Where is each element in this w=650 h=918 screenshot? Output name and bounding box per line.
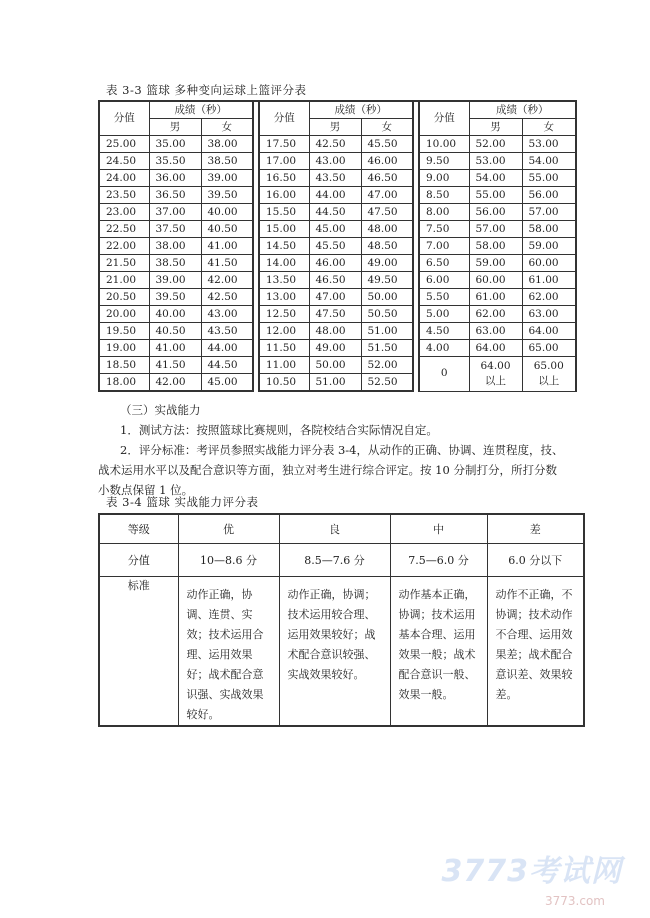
- cell: 40.50: [149, 323, 201, 340]
- cell: 42.00: [201, 272, 253, 289]
- table-row: [99, 187, 576, 204]
- cell: 38.00: [201, 136, 253, 153]
- cell: 44.50: [201, 357, 253, 374]
- cell: 56.00: [469, 204, 522, 221]
- cell: 6.50: [419, 255, 469, 272]
- cell: 14.00: [259, 255, 309, 272]
- table-3-3-caption: 表 3-3 篮球 多种变向运球上篮评分表: [106, 83, 307, 97]
- cell: 42.50: [309, 136, 361, 153]
- cell: 62.00: [469, 306, 522, 323]
- cell: 41.50: [201, 255, 253, 272]
- cell: 9.00: [419, 170, 469, 187]
- cell: 36.50: [149, 187, 201, 204]
- cell-zero-score: 0: [419, 357, 469, 392]
- cell: 25.00: [99, 136, 149, 153]
- cell: 58.00: [469, 238, 522, 255]
- header-score: 分值: [99, 101, 149, 136]
- cell: 24.50: [99, 153, 149, 170]
- cell: 12.50: [259, 306, 309, 323]
- cell: 47.00: [309, 289, 361, 306]
- cell: 53.00: [522, 136, 576, 153]
- table-3-4-caption: 表 3-4 篮球 实战能力评分表: [106, 495, 259, 509]
- header-medium: 中: [390, 514, 487, 544]
- cell: 51.00: [361, 323, 413, 340]
- cell: 17.50: [259, 136, 309, 153]
- cell-line: 64.00: [480, 359, 511, 372]
- table-3-4: [98, 513, 585, 727]
- score-poor: 6.0 分以下: [487, 544, 584, 577]
- cell: 4.00: [419, 340, 469, 357]
- paragraph-test-method: 1．测试方法：按照篮球比赛规则，各院校结合实际情况自定。: [120, 423, 438, 437]
- cell: 43.50: [201, 323, 253, 340]
- cell: 50.00: [361, 289, 413, 306]
- cell: 8.50: [419, 187, 469, 204]
- cell: 39.00: [201, 170, 253, 187]
- cell: 39.50: [149, 289, 201, 306]
- header-score: 分值: [419, 101, 469, 136]
- table-row: [99, 136, 576, 153]
- cell: 16.00: [259, 187, 309, 204]
- cell: 60.00: [522, 255, 576, 272]
- table-row: [99, 272, 576, 289]
- table-row: [99, 170, 576, 187]
- cell: 23.00: [99, 204, 149, 221]
- cell: 12.00: [259, 323, 309, 340]
- score-good: 8.5—7.6 分: [279, 544, 390, 577]
- cell: 10.00: [419, 136, 469, 153]
- watermark-url: 3773.com: [545, 894, 605, 908]
- cell: 40.50: [201, 221, 253, 238]
- cell: 49.00: [361, 255, 413, 272]
- cell: 21.50: [99, 255, 149, 272]
- cell: 56.00: [522, 187, 576, 204]
- cell: 20.50: [99, 289, 149, 306]
- cell: 48.00: [309, 323, 361, 340]
- cell: 50.00: [309, 357, 361, 374]
- table-3-3: [98, 100, 577, 392]
- table-row: [99, 238, 576, 255]
- header-female: 女: [201, 119, 253, 136]
- cell: 59.00: [469, 255, 522, 272]
- cell: 44.00: [309, 187, 361, 204]
- cell: 47.00: [361, 187, 413, 204]
- cell: 64.00: [522, 323, 576, 340]
- cell: 24.00: [99, 170, 149, 187]
- section-heading: （三）实战能力: [120, 403, 201, 417]
- cell-zero-male: [469, 357, 522, 392]
- cell: 37.50: [149, 221, 201, 238]
- header-male: 男: [309, 119, 361, 136]
- cell: 5.00: [419, 306, 469, 323]
- cell: 22.00: [99, 238, 149, 255]
- cell: 13.00: [259, 289, 309, 306]
- cell: 38.00: [149, 238, 201, 255]
- cell: 35.50: [149, 153, 201, 170]
- header-female: 女: [522, 119, 576, 136]
- cell: 4.50: [419, 323, 469, 340]
- cell: 61.00: [469, 289, 522, 306]
- header-result: 成绩（秒）: [149, 101, 253, 119]
- cell: 39.50: [201, 187, 253, 204]
- cell: 53.00: [469, 153, 522, 170]
- cell: 42.50: [201, 289, 253, 306]
- cell: 42.00: [149, 374, 201, 392]
- cell: 60.00: [469, 272, 522, 289]
- cell: 48.00: [361, 221, 413, 238]
- cell: 49.50: [361, 272, 413, 289]
- cell: 20.00: [99, 306, 149, 323]
- cell: 41.50: [149, 357, 201, 374]
- cell: 40.00: [149, 306, 201, 323]
- cell: 50.50: [361, 306, 413, 323]
- cell: 39.00: [149, 272, 201, 289]
- cell: 61.00: [522, 272, 576, 289]
- cell: 45.00: [309, 221, 361, 238]
- cell: 52.00: [469, 136, 522, 153]
- cell: 9.50: [419, 153, 469, 170]
- cell: 19.00: [99, 340, 149, 357]
- cell: 49.00: [309, 340, 361, 357]
- header-good: 良: [279, 514, 390, 544]
- cell: 55.00: [469, 187, 522, 204]
- cell: 57.00: [522, 204, 576, 221]
- cell: 46.50: [361, 170, 413, 187]
- cell: 62.00: [522, 289, 576, 306]
- cell: 59.00: [522, 238, 576, 255]
- cell: 23.50: [99, 187, 149, 204]
- cell: 21.00: [99, 272, 149, 289]
- table-row: [99, 340, 576, 357]
- header-score: 分值: [259, 101, 309, 136]
- cell: 19.50: [99, 323, 149, 340]
- paragraph-criteria-line-1: 2．评分标准：考评员参照实战能力评分表 3-4，从动作的正确、协调、连贯程度，技、: [120, 443, 564, 457]
- cell: 35.00: [149, 136, 201, 153]
- cell: 58.00: [522, 221, 576, 238]
- header-poor: 差: [487, 514, 584, 544]
- cell: 63.00: [469, 323, 522, 340]
- cell: 52.50: [361, 374, 413, 392]
- standard-good: 动作正确，协调；技术运用较合理、运用效果较好；战术配合意识较强、实战效果较好。: [279, 577, 390, 727]
- cell: 38.50: [149, 255, 201, 272]
- cell: 47.50: [361, 204, 413, 221]
- cell: 51.50: [361, 340, 413, 357]
- cell-line: 以上: [485, 374, 506, 387]
- score-excellent: 10—8.6 分: [178, 544, 279, 577]
- cell: 15.50: [259, 204, 309, 221]
- paragraph-criteria-line-3: 小数点保留 1 位。: [98, 483, 194, 497]
- cell: 18.00: [99, 374, 149, 392]
- table-row: [99, 221, 576, 238]
- header-result: 成绩（秒）: [309, 101, 413, 119]
- cell: 41.00: [201, 238, 253, 255]
- cell: 45.50: [361, 136, 413, 153]
- cell: 38.50: [201, 153, 253, 170]
- standard-medium: 动作基本正确，协调；技术运用基本合理、运用效果一般；战术配合意识一般、效果一般。: [390, 577, 487, 727]
- cell: 43.00: [201, 306, 253, 323]
- table-row: [99, 255, 576, 272]
- standard-excellent: 动作正确，协调、连贯、实效；技术运用合理、运用效果好；战术配合意识强、实战效果较好。: [178, 577, 279, 727]
- cell: 46.00: [309, 255, 361, 272]
- table-row: [99, 357, 576, 374]
- cell: 45.50: [309, 238, 361, 255]
- header-result: 成绩（秒）: [469, 101, 576, 119]
- cell: 11.50: [259, 340, 309, 357]
- cell: 65.00: [522, 340, 576, 357]
- cell: 6.00: [419, 272, 469, 289]
- header-male: 男: [149, 119, 201, 136]
- cell: 44.50: [309, 204, 361, 221]
- table-row: [99, 323, 576, 340]
- cell: 46.00: [361, 153, 413, 170]
- cell: 57.00: [469, 221, 522, 238]
- cell: 52.00: [361, 357, 413, 374]
- cell: 54.00: [469, 170, 522, 187]
- header-female: 女: [361, 119, 413, 136]
- header-grade: 等级: [99, 514, 178, 544]
- cell: 15.00: [259, 221, 309, 238]
- cell: 54.00: [522, 153, 576, 170]
- cell: 40.00: [201, 204, 253, 221]
- cell: 51.00: [309, 374, 361, 392]
- cell: 48.50: [361, 238, 413, 255]
- cell: 43.50: [309, 170, 361, 187]
- cell: 14.50: [259, 238, 309, 255]
- table-row: [99, 153, 576, 170]
- cell: 5.50: [419, 289, 469, 306]
- cell: 64.00: [469, 340, 522, 357]
- cell: 10.50: [259, 374, 309, 392]
- cell-zero-female: [522, 357, 576, 392]
- table-row: [99, 289, 576, 306]
- cell: 16.50: [259, 170, 309, 187]
- cell: 47.50: [309, 306, 361, 323]
- cell: 63.00: [522, 306, 576, 323]
- cell: 7.00: [419, 238, 469, 255]
- header-excellent: 优: [178, 514, 279, 544]
- cell: 18.50: [99, 357, 149, 374]
- cell: 41.00: [149, 340, 201, 357]
- row-label-score: 分值: [99, 544, 178, 577]
- cell: 46.50: [309, 272, 361, 289]
- row-label-standard: 标准: [99, 577, 178, 727]
- watermark-logo: 3773考试网: [441, 854, 622, 889]
- cell: 55.00: [522, 170, 576, 187]
- cell: 22.50: [99, 221, 149, 238]
- standard-poor: 动作不正确，不协调；技术动作不合理、运用效果差；战术配合意识差、效果较差。: [487, 577, 584, 727]
- score-medium: 7.5—6.0 分: [390, 544, 487, 577]
- cell: 43.00: [309, 153, 361, 170]
- cell: 7.50: [419, 221, 469, 238]
- cell: 44.00: [201, 340, 253, 357]
- cell-line: 以上: [538, 374, 560, 387]
- cell: 8.00: [419, 204, 469, 221]
- cell: 36.00: [149, 170, 201, 187]
- cell: 37.00: [149, 204, 201, 221]
- table-row: [99, 306, 576, 323]
- cell: 45.00: [201, 374, 253, 392]
- cell: 13.50: [259, 272, 309, 289]
- cell: 17.00: [259, 153, 309, 170]
- header-male: 男: [469, 119, 522, 136]
- table-row: [99, 204, 576, 221]
- cell: 11.00: [259, 357, 309, 374]
- cell-line: 65.00: [533, 359, 564, 372]
- paragraph-criteria-line-2: 战术运用水平以及配合意识等方面，独立对考生进行综合评定。按 10 分制打分，所打分数: [98, 463, 557, 477]
